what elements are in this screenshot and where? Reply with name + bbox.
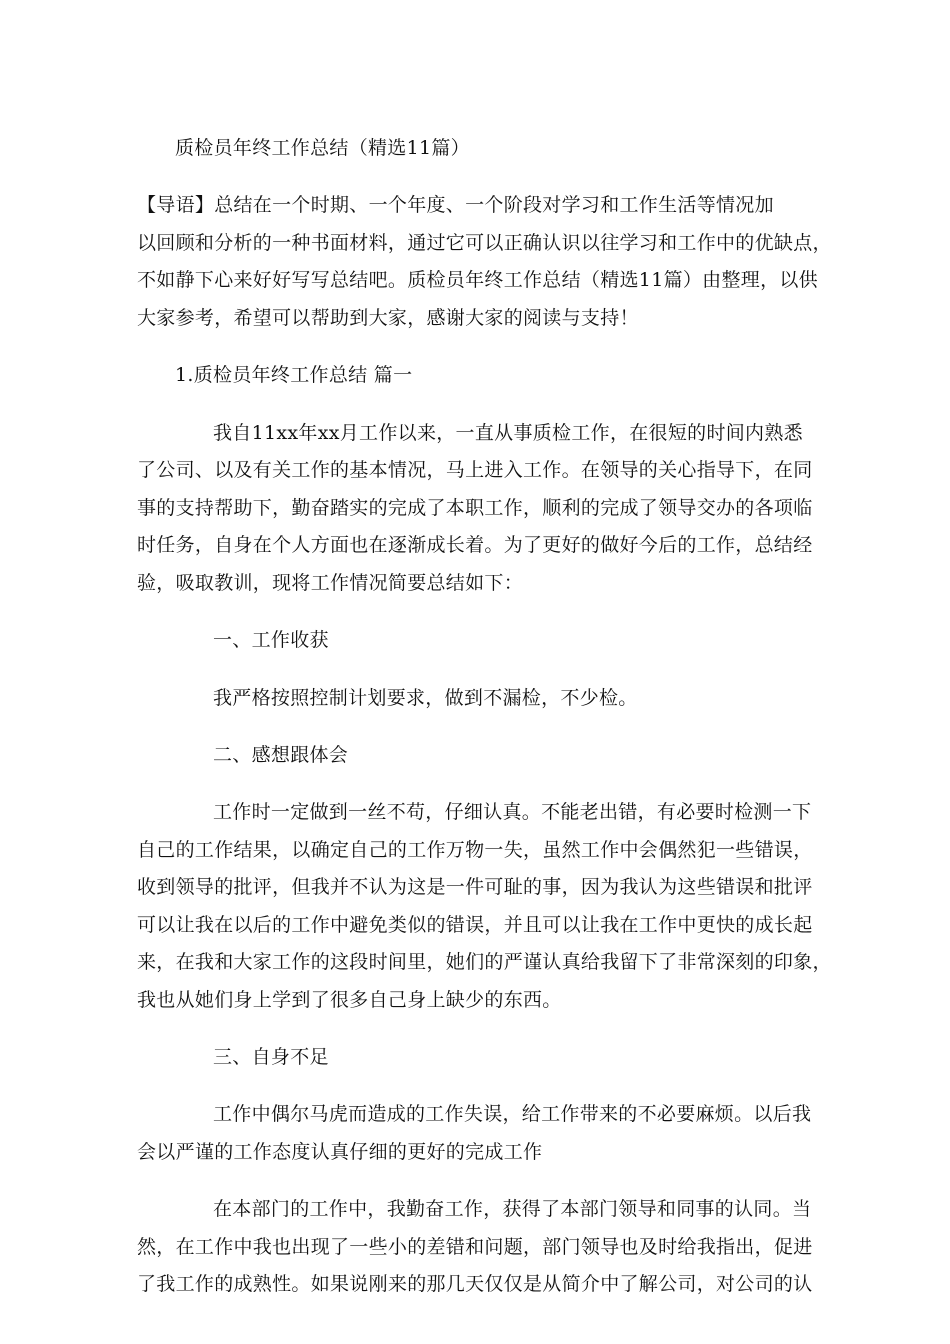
intro-line: 【导语】总结在一个时期、一个年度、一个阶段对学习和工作生活等情况加 bbox=[137, 194, 774, 216]
paragraph-line: 了公司、以及有关工作的基本情况，马上进入工作。在领导的关心指导下，在同 bbox=[137, 459, 813, 481]
paragraph-line: 来，在我和大家工作的这段时间里，她们的严谨认真给我留下了非常深刻的印象， bbox=[137, 951, 832, 973]
intro-line: 大家参考，希望可以帮助到大家，感谢大家的阅读与支持！ bbox=[137, 307, 639, 329]
subheading-experience: 二、感想跟体会 bbox=[213, 744, 349, 766]
section-heading: 1.质检员年终工作总结 篇一 bbox=[175, 364, 413, 386]
paragraph-line: 我也从她们身上学到了很多自己身上缺少的东西。 bbox=[137, 989, 562, 1011]
intro-line: 以回顾和分析的一种书面材料，通过它可以正确认识以往学习和工作中的优缺点， bbox=[137, 232, 832, 254]
subheading-gains: 一、工作收获 bbox=[213, 629, 329, 651]
paragraph-line: 我自11xx年xx月工作以来，一直从事质检工作，在很短的时间内熟悉 bbox=[213, 422, 803, 444]
paragraph-line: 在本部门的工作中，我勤奋工作，获得了本部门领导和同事的认同。当 bbox=[213, 1198, 812, 1220]
paragraph-line: 事的支持帮助下，勤奋踏实的完成了本职工作，顺利的完成了领导交办的各项临 bbox=[137, 497, 813, 519]
paragraph-line: 工作时一定做到一丝不苟，仔细认真。不能老出错，有必要时检测一下 bbox=[213, 801, 812, 823]
paragraph-line: 了我工作的成熟性。如果说刚来的那几天仅仅是从简介中了解公司，对公司的认 bbox=[137, 1273, 813, 1295]
paragraph-line: 会以严谨的工作态度认真仔细的更好的完成工作 bbox=[137, 1141, 543, 1163]
paragraph-gains: 我严格按照控制计划要求，做到不漏检，不少检。 bbox=[213, 687, 638, 709]
paragraph-line: 时任务，自身在个人方面也在逐渐成长着。为了更好的做好今后的工作，总结经 bbox=[137, 534, 813, 556]
subheading-shortcomings: 三、自身不足 bbox=[213, 1046, 329, 1068]
paragraph-line: 可以让我在以后的工作中避免类似的错误，并且可以让我在工作中更快的成长起 bbox=[137, 914, 813, 936]
paragraph-line: 收到领导的批评，但我并不认为这是一件可耻的事，因为我认为这些错误和批评 bbox=[137, 876, 813, 898]
paragraph-line: 工作中偶尔马虎而造成的工作失误，给工作带来的不必要麻烦。以后我 bbox=[213, 1103, 812, 1125]
intro-line: 不如静下心来好好写写总结吧。质检员年终工作总结（精选11篇）由整理，以供 bbox=[137, 269, 818, 291]
document-title: 质检员年终工作总结（精选11篇） bbox=[175, 137, 470, 159]
paragraph-line: 验，吸取教训，现将工作情况简要总结如下： bbox=[137, 572, 524, 594]
paragraph-line: 自己的工作结果，以确定自己的工作万物一失，虽然工作中会偶然犯一些错误， bbox=[137, 839, 813, 861]
paragraph-line: 然，在工作中我也出现了一些小的差错和问题，部门领导也及时给我指出，促进 bbox=[137, 1236, 813, 1258]
